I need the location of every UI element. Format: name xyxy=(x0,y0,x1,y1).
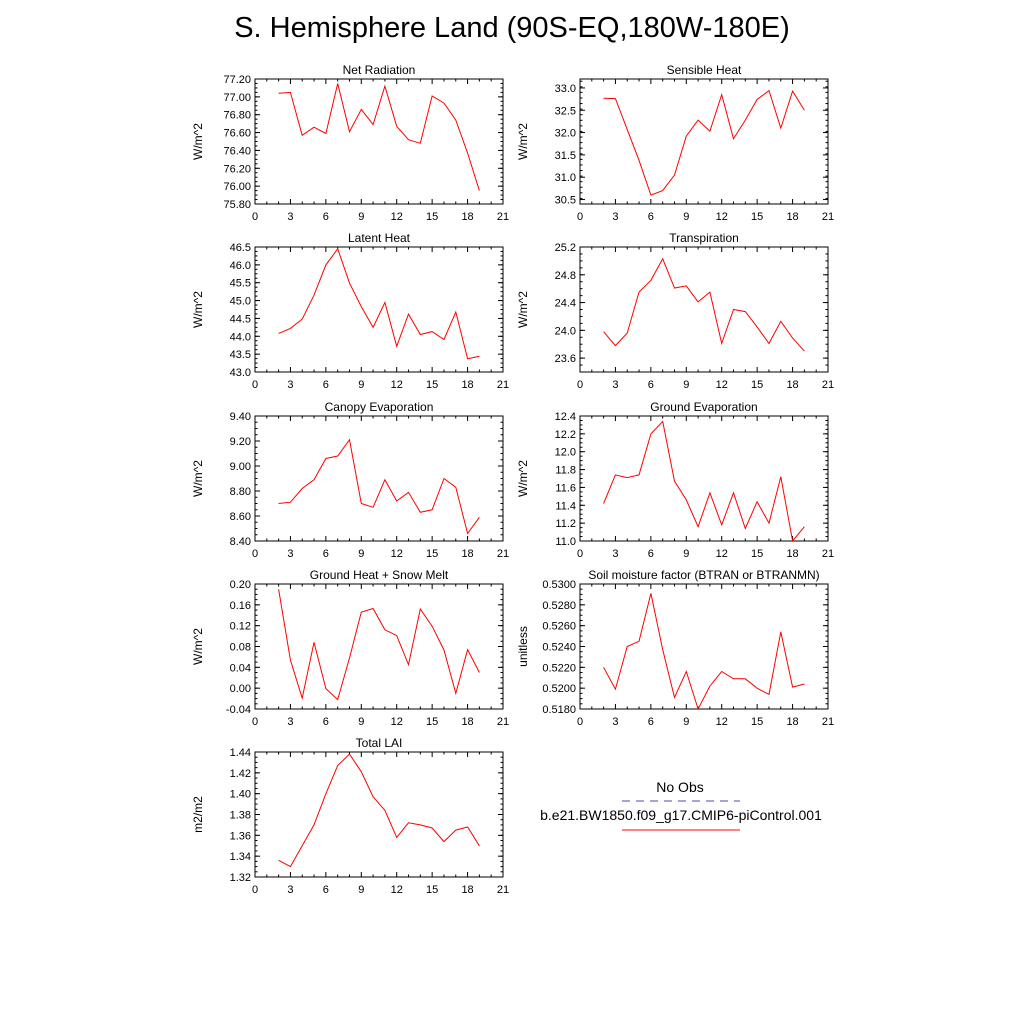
y-tick-label: 76.60 xyxy=(223,127,251,140)
y-tick-label: 30.5 xyxy=(554,194,576,207)
x-tick-label: 15 xyxy=(426,884,439,896)
x-tick-label: 6 xyxy=(322,548,329,560)
y-tick-label: 24.4 xyxy=(554,297,576,310)
x-tick-label: 3 xyxy=(287,548,294,560)
plot-frame-ground-evaporation xyxy=(580,416,828,541)
x-tick-label: 15 xyxy=(751,379,764,391)
panel-sensible-heat xyxy=(516,63,834,223)
x-tick-label: 0 xyxy=(576,379,584,391)
y-tick-label: 76.40 xyxy=(223,145,251,158)
panel-title-total-lai: Total LAI xyxy=(355,736,403,750)
x-tick-label: 15 xyxy=(426,379,439,391)
x-tick-label: 9 xyxy=(683,716,690,728)
plot-frame-total-lai xyxy=(255,752,503,877)
x-tick-label: 6 xyxy=(647,211,654,223)
y-tick-label: 11.0 xyxy=(555,536,576,548)
x-tick-label: 21 xyxy=(496,548,510,560)
y-tick-label: 32.0 xyxy=(554,127,576,140)
y-tick-label: 32.5 xyxy=(554,105,576,118)
plot-frame-ground-heat-snow-melt xyxy=(255,584,503,709)
x-tick-label: 3 xyxy=(287,379,294,391)
series-line-transpiration-0 xyxy=(604,259,805,351)
x-tick-label: 0 xyxy=(251,884,259,896)
y-tick-label: 0.5280 xyxy=(542,599,576,612)
y-tick-label: 24.0 xyxy=(554,325,576,338)
y-tick-label: 31.5 xyxy=(554,149,576,162)
x-tick-label: 0 xyxy=(251,716,259,728)
y-tick-label: 45.0 xyxy=(229,295,251,308)
x-tick-label: 21 xyxy=(496,379,510,391)
panel-ground-evaporation xyxy=(516,400,834,560)
x-tick-label: 9 xyxy=(358,211,365,223)
y-axis-label-latent-heat: W/m^2 xyxy=(191,291,205,328)
x-tick-label: 6 xyxy=(647,716,654,728)
x-tick-label: 9 xyxy=(358,548,365,560)
x-tick-label: 0 xyxy=(251,548,259,560)
x-tick-label: 12 xyxy=(715,379,728,391)
y-tick-label: 23.6 xyxy=(554,353,576,366)
plot-frame-soil-moisture-factor-btran-or-btranmn xyxy=(580,584,828,709)
y-tick-label: 12.4 xyxy=(554,411,576,423)
legend xyxy=(540,779,822,830)
x-tick-label: 3 xyxy=(612,379,619,391)
series-line-canopy-evaporation-0 xyxy=(279,440,480,534)
y-tick-label: 11.6 xyxy=(555,482,576,495)
x-tick-label: 0 xyxy=(576,716,584,728)
panel-title-soil-moisture-factor-btran-or-btranmn: Soil moisture factor (BTRAN or BTRANMN) xyxy=(588,568,820,582)
series-line-ground-evaporation-0 xyxy=(604,421,805,541)
y-tick-label: 1.32 xyxy=(229,872,251,884)
panel-title-ground-evaporation: Ground Evaporation xyxy=(650,400,758,414)
y-tick-label: 44.5 xyxy=(229,313,251,326)
x-tick-label: 15 xyxy=(426,548,439,560)
y-axis-label-canopy-evaporation: W/m^2 xyxy=(191,460,205,497)
x-tick-label: 18 xyxy=(786,548,799,560)
y-tick-label: 9.40 xyxy=(229,411,251,423)
y-axis-label-soil-moisture-factor-btran-or-btranmn: unitless xyxy=(516,626,530,667)
y-tick-label: 46.0 xyxy=(229,259,251,272)
y-tick-label: 12.2 xyxy=(554,428,576,441)
y-axis-label-ground-heat-snow-melt: W/m^2 xyxy=(191,628,205,665)
legend-label-no-obs: No Obs xyxy=(656,779,704,795)
x-tick-label: 21 xyxy=(496,884,510,896)
x-tick-label: 18 xyxy=(786,211,799,223)
panel-title-sensible-heat: Sensible Heat xyxy=(666,63,742,77)
x-tick-label: 12 xyxy=(390,379,403,391)
panel-title-transpiration: Transpiration xyxy=(669,231,739,245)
y-tick-label: 1.34 xyxy=(229,851,251,864)
legend-label-model-run: b.e21.BW1850.f09_g17.CMIP6-piControl.001 xyxy=(540,807,822,823)
y-tick-label: 76.00 xyxy=(223,181,251,194)
y-tick-label: 77.00 xyxy=(223,91,251,104)
y-tick-label: 44.0 xyxy=(229,331,251,344)
x-tick-label: 15 xyxy=(751,548,764,560)
y-tick-label: 0.5180 xyxy=(542,704,576,716)
x-tick-label: 6 xyxy=(322,716,329,728)
x-tick-label: 6 xyxy=(322,379,329,391)
panel-transpiration xyxy=(516,231,834,391)
x-tick-label: 9 xyxy=(683,211,690,223)
x-tick-label: 12 xyxy=(715,548,728,560)
y-tick-label: 12.0 xyxy=(554,446,576,459)
y-tick-label: 0.5240 xyxy=(542,641,576,654)
y-tick-label: 11.2 xyxy=(555,518,576,531)
y-tick-label: 0.12 xyxy=(229,620,251,633)
panels-group xyxy=(191,63,834,896)
y-tick-label: 0.5200 xyxy=(542,683,576,696)
x-tick-label: 15 xyxy=(751,716,764,728)
y-tick-label: 0.16 xyxy=(229,599,251,612)
x-tick-label: 9 xyxy=(358,884,365,896)
x-tick-label: 6 xyxy=(322,211,329,223)
x-tick-label: 12 xyxy=(390,716,403,728)
y-tick-label: 1.42 xyxy=(229,767,251,780)
y-tick-label: 25.2 xyxy=(554,242,576,254)
panel-soil-moisture-factor-btran-or-btranmn xyxy=(516,568,834,728)
y-tick-label: 0.5300 xyxy=(542,579,576,591)
series-line-net-radiation-0 xyxy=(279,84,480,191)
x-tick-label: 6 xyxy=(322,884,329,896)
y-tick-label: 46.5 xyxy=(229,242,251,254)
x-tick-label: 0 xyxy=(251,379,259,391)
y-tick-label: 75.80 xyxy=(223,199,251,211)
y-axis-label-sensible-heat: W/m^2 xyxy=(516,123,530,160)
x-tick-label: 9 xyxy=(683,379,690,391)
x-tick-label: 12 xyxy=(715,211,728,223)
x-tick-label: 9 xyxy=(683,548,690,560)
x-tick-label: 15 xyxy=(751,211,764,223)
x-tick-label: 18 xyxy=(461,379,474,391)
y-tick-label: -0.04 xyxy=(225,704,251,716)
panel-title-net-radiation: Net Radiation xyxy=(342,63,416,77)
x-tick-label: 6 xyxy=(647,379,654,391)
x-tick-label: 0 xyxy=(576,548,584,560)
y-tick-label: 1.40 xyxy=(229,788,251,801)
y-tick-label: 0.20 xyxy=(229,579,251,591)
x-tick-label: 21 xyxy=(821,211,835,223)
series-line-soil-moisture-factor-btran-or-btranmn-0 xyxy=(604,593,805,709)
panel-total-lai xyxy=(191,736,509,896)
y-tick-label: 9.20 xyxy=(229,436,251,448)
y-tick-label: 77.20 xyxy=(223,74,251,86)
x-tick-label: 12 xyxy=(390,548,403,560)
x-tick-label: 3 xyxy=(612,548,619,560)
x-tick-label: 6 xyxy=(647,548,654,560)
y-axis-label-transpiration: W/m^2 xyxy=(516,291,530,328)
y-tick-label: 0.5220 xyxy=(542,662,576,675)
y-axis-label-total-lai: m2/m2 xyxy=(191,796,205,833)
x-tick-label: 3 xyxy=(612,716,619,728)
x-tick-label: 18 xyxy=(461,716,474,728)
y-tick-label: 11.4 xyxy=(555,500,576,513)
panel-ground-heat-snow-melt xyxy=(191,568,509,728)
y-tick-label: 43.0 xyxy=(229,367,251,379)
panel-net-radiation xyxy=(191,63,509,223)
y-tick-label: 0.5260 xyxy=(542,620,576,633)
x-tick-label: 12 xyxy=(715,716,728,728)
figure-title: S. Hemisphere Land (90S-EQ,180W-180E) xyxy=(234,12,790,44)
x-tick-label: 9 xyxy=(358,716,365,728)
panel-latent-heat xyxy=(191,231,509,391)
x-tick-label: 18 xyxy=(461,548,474,560)
y-tick-label: 8.40 xyxy=(229,536,251,548)
series-line-total-lai-0 xyxy=(279,754,480,867)
y-tick-label: 9.00 xyxy=(229,461,251,473)
y-tick-label: 43.5 xyxy=(229,349,251,362)
y-tick-label: 76.20 xyxy=(223,163,251,176)
y-axis-label-ground-evaporation: W/m^2 xyxy=(516,460,530,497)
panel-canopy-evaporation xyxy=(191,400,509,560)
x-tick-label: 0 xyxy=(576,211,584,223)
series-line-latent-heat-0 xyxy=(279,249,480,359)
x-tick-label: 3 xyxy=(287,884,294,896)
x-tick-label: 9 xyxy=(358,379,365,391)
y-tick-label: 76.80 xyxy=(223,109,251,122)
x-tick-label: 21 xyxy=(496,716,510,728)
x-tick-label: 21 xyxy=(821,379,835,391)
x-tick-label: 3 xyxy=(287,716,294,728)
y-tick-label: 1.38 xyxy=(229,809,251,822)
panel-title-latent-heat: Latent Heat xyxy=(347,231,411,245)
x-tick-label: 12 xyxy=(390,884,403,896)
panel-title-ground-heat-snow-melt: Ground Heat + Snow Melt xyxy=(309,568,449,582)
x-tick-label: 21 xyxy=(821,548,835,560)
x-tick-label: 3 xyxy=(287,211,294,223)
x-tick-label: 21 xyxy=(821,716,835,728)
panel-title-canopy-evaporation: Canopy Evaporation xyxy=(324,400,434,414)
y-tick-label: 11.8 xyxy=(555,464,576,477)
y-tick-label: 24.8 xyxy=(554,269,576,282)
y-tick-label: 45.5 xyxy=(229,277,251,290)
x-tick-label: 18 xyxy=(461,211,474,223)
y-tick-label: 8.80 xyxy=(229,486,251,498)
x-tick-label: 18 xyxy=(786,716,799,728)
y-tick-label: 1.44 xyxy=(229,747,251,759)
y-tick-label: 0.08 xyxy=(229,641,251,654)
plot-frame-canopy-evaporation xyxy=(255,416,503,541)
x-tick-label: 21 xyxy=(496,211,510,223)
y-tick-label: 1.36 xyxy=(229,830,251,843)
y-tick-label: 0.00 xyxy=(229,683,251,696)
y-tick-label: 31.0 xyxy=(554,172,576,185)
x-tick-label: 15 xyxy=(426,211,439,223)
y-tick-label: 8.60 xyxy=(229,511,251,523)
x-tick-label: 18 xyxy=(786,379,799,391)
x-tick-label: 18 xyxy=(461,884,474,896)
x-tick-label: 0 xyxy=(251,211,259,223)
series-line-sensible-heat-0 xyxy=(604,91,805,196)
x-tick-label: 3 xyxy=(612,211,619,223)
x-tick-label: 15 xyxy=(426,716,439,728)
y-tick-label: 33.0 xyxy=(554,82,576,95)
y-tick-label: 0.04 xyxy=(229,662,251,675)
y-axis-label-net-radiation: W/m^2 xyxy=(191,123,205,160)
x-tick-label: 12 xyxy=(390,211,403,223)
plot-frame-transpiration xyxy=(580,247,828,372)
series-line-ground-heat-snow-melt-0 xyxy=(279,589,480,699)
